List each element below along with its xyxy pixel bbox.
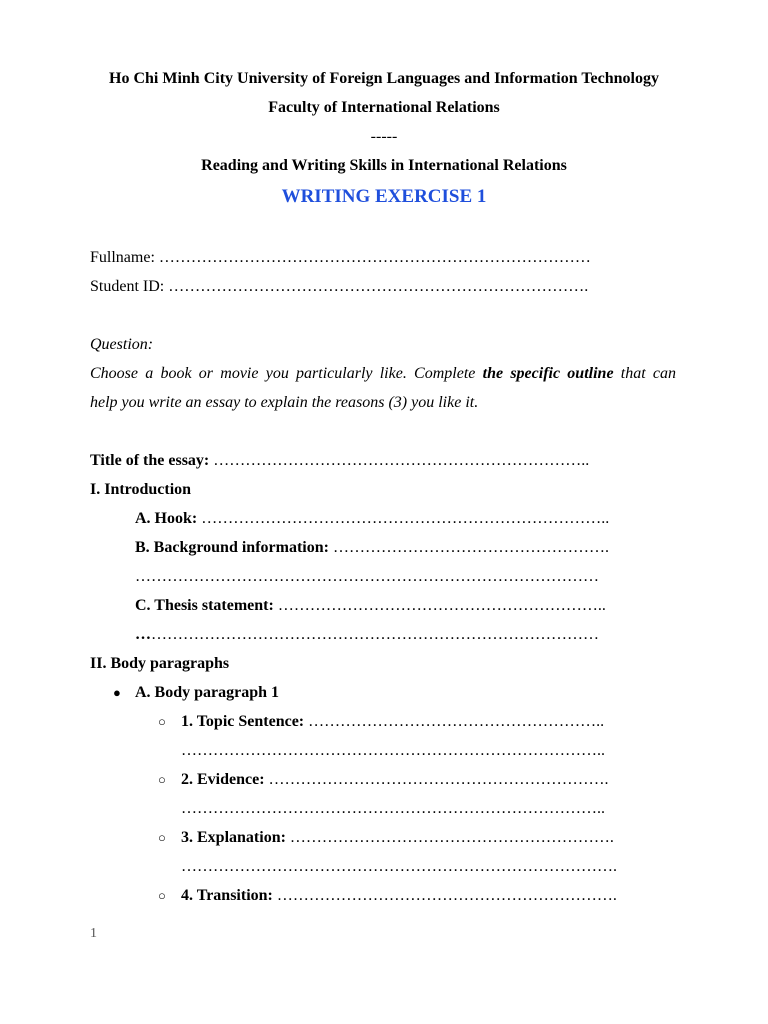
background-continuation[interactable]: …………………………………………………………………………… (135, 568, 599, 585)
question-line-1 (90, 364, 676, 384)
explanation-continuation[interactable]: ………………………………………………………………………. (181, 858, 617, 875)
question-label: Question: (90, 336, 154, 353)
body-paragraphs-heading: II. Body paragraphs (90, 655, 230, 672)
topic-sentence-line[interactable] (181, 712, 604, 732)
evidence-continuation[interactable]: …………………………………………………………………….. (181, 800, 605, 817)
filled-bullet-icon: ● (113, 685, 121, 700)
evidence-label: 2. Evidence: (181, 771, 265, 788)
explanation-dots: ……………………………………………………. (289, 829, 614, 846)
transition-label: 4. Transition: (181, 887, 273, 904)
topic-sentence-continuation[interactable]: …………………………………………………………………….. (181, 742, 605, 759)
transition-line[interactable] (181, 886, 617, 906)
hollow-bullet-icon: ○ (158, 772, 166, 787)
topic-sentence-dots: ……………………………………………….. (308, 713, 605, 730)
fullname-field[interactable]: Fullname: ……………………………………………………………………… (90, 249, 591, 266)
hook-label: A. Hook: (135, 510, 198, 527)
header-separator: ----- (370, 128, 398, 145)
thesis-label: C. Thesis statement: (135, 597, 274, 614)
hollow-bullet-icon: ○ (158, 830, 166, 845)
page-number: 1 (90, 926, 97, 941)
thesis-dots: …………………………………………………….. (277, 597, 606, 614)
thesis-cont-dots: ………………………………………………………………………… (151, 626, 599, 643)
question-emphasis: the specific outline (482, 365, 614, 382)
evidence-line[interactable] (181, 770, 609, 790)
university-name: Ho Chi Minh City University of Foreign Languages and Information Technology (109, 70, 659, 87)
course-name: Reading and Writing Skills in International Relations (201, 157, 567, 174)
hollow-bullet-icon: ○ (158, 714, 166, 729)
background-dots: ……………………………………………. (332, 539, 609, 556)
explanation-label: 3. Explanation: (181, 829, 286, 846)
essay-title-dots: …………………………………………………………….. (213, 452, 590, 469)
transition-dots: ………………………………………………………. (276, 887, 617, 904)
explanation-line[interactable] (181, 828, 614, 848)
faculty-name: Faculty of International Relations (268, 99, 500, 116)
introduction-heading: I. Introduction (90, 481, 192, 498)
thesis-line[interactable] (135, 596, 606, 616)
body-paragraph-1-label: A. Body paragraph 1 (135, 684, 280, 701)
essay-title-line[interactable] (90, 451, 589, 471)
question-line-2: help you write an essay to explain the reasons (3) you like it. (90, 394, 479, 411)
evidence-dots: ………………………………………………………. (268, 771, 609, 788)
hook-dots: ………………………………………………………………….. (201, 510, 610, 527)
topic-sentence-label: 1. Topic Sentence: (181, 713, 305, 730)
thesis-cont-bold: … (135, 626, 151, 643)
background-label: B. Background information: (135, 539, 329, 556)
hollow-bullet-icon: ○ (158, 888, 166, 903)
question-text-pre: Choose a book or movie you particularly like. Complete (90, 365, 476, 382)
hook-line[interactable] (135, 509, 609, 529)
student-id-field[interactable]: Student ID: ……………………………………………………………………. (90, 278, 589, 295)
essay-title-label: Title of the essay: (90, 452, 210, 469)
question-text-post: that can (620, 365, 677, 382)
background-line[interactable] (135, 538, 609, 558)
thesis-continuation[interactable] (135, 625, 599, 645)
exercise-title: WRITING EXERCISE 1 (281, 186, 487, 207)
